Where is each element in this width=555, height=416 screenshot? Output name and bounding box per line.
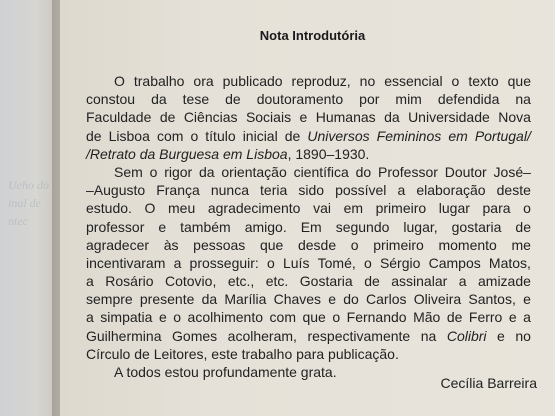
line-text: /Retrato da Burguesa em Lisboa, 1890–1930.	[86, 145, 370, 162]
word: França	[156, 182, 200, 199]
word: gostaria	[451, 218, 502, 235]
word: possível	[335, 182, 387, 199]
word: me	[511, 236, 531, 253]
word: científica	[293, 163, 349, 180]
text-line	[86, 199, 531, 217]
word: Portugal/	[474, 127, 531, 144]
word: Chaves	[273, 291, 322, 308]
word: que	[302, 309, 326, 326]
line-text: Círculo de Leitores, este trabalho para publicação.	[86, 345, 399, 362]
word: Fernando	[346, 309, 407, 326]
word: Rosário	[105, 273, 154, 290]
word: com	[269, 309, 296, 326]
word: no	[359, 73, 376, 89]
word: título	[205, 127, 236, 144]
word: de	[159, 109, 176, 126]
word: doutoramento	[256, 91, 344, 108]
word: pessoas	[193, 236, 246, 253]
word: agradecer	[86, 236, 150, 253]
word: segundo	[335, 218, 390, 235]
word: Luís	[282, 254, 310, 271]
word: a	[173, 254, 182, 271]
word: constou	[86, 91, 136, 108]
word: de	[364, 273, 380, 290]
word: primeiro	[373, 236, 424, 253]
word: –Augusto	[86, 182, 146, 199]
text-line	[86, 272, 531, 290]
word: elaboração	[416, 182, 486, 199]
word: Cotovio,	[164, 273, 217, 290]
word: Lisboa	[108, 127, 150, 144]
text-line	[86, 290, 531, 308]
word: teria	[260, 182, 288, 199]
word: da	[201, 291, 218, 308]
text-line	[86, 90, 531, 108]
word: na	[515, 91, 531, 108]
word: o	[350, 236, 359, 253]
word: do	[355, 163, 372, 180]
word: Tomé,	[317, 254, 356, 271]
text-line	[86, 145, 531, 163]
word: o	[149, 163, 158, 180]
word: José–	[493, 163, 531, 180]
word: Sem	[114, 163, 143, 180]
word: para	[482, 200, 511, 217]
word: a	[86, 273, 94, 290]
word: Faculdade	[86, 109, 152, 126]
word: estudo.	[86, 200, 132, 217]
word: o	[332, 309, 341, 326]
word: sempre	[86, 291, 133, 308]
word: com	[156, 127, 184, 144]
word: acolheram,	[227, 327, 297, 344]
word: Mão	[413, 309, 441, 326]
word: texto	[468, 73, 499, 89]
word: de	[86, 127, 102, 144]
word: trabalho	[133, 73, 185, 89]
word: e	[299, 109, 308, 126]
word: que	[507, 73, 531, 89]
word: Em	[300, 218, 322, 235]
word: publicado	[222, 73, 283, 89]
word: da	[384, 109, 400, 126]
word: Nova	[498, 109, 531, 126]
word: que	[259, 236, 284, 253]
word: por	[359, 91, 380, 108]
word: ora	[193, 73, 214, 89]
signature: Cecília Barreira	[440, 375, 537, 391]
word: professor	[86, 218, 145, 235]
word: a	[523, 309, 531, 326]
word: nunca	[210, 182, 249, 199]
word: Matos,	[488, 254, 531, 271]
word: meu	[168, 200, 196, 217]
word: de	[284, 127, 301, 144]
word: sido	[298, 182, 325, 199]
word: deste	[496, 182, 531, 199]
word: Gostaria	[299, 273, 353, 290]
text-line	[86, 108, 531, 126]
word: a	[397, 182, 406, 199]
word: lugar,	[403, 218, 438, 235]
word: Guilhermina	[86, 327, 162, 344]
word: no	[515, 327, 531, 344]
word: agradecimento	[207, 200, 301, 217]
word: rigor	[164, 163, 193, 180]
word: assinalar	[391, 273, 448, 290]
word: às	[163, 236, 179, 253]
word: reproduz,	[291, 73, 351, 89]
word: Oliveira	[413, 291, 462, 308]
word: Marília	[224, 291, 267, 308]
word: respectivamente	[307, 327, 411, 344]
line-text: A todos estou profundamente grata.	[114, 364, 337, 380]
word: também	[180, 218, 231, 235]
text-line	[86, 236, 531, 254]
word: defendida	[437, 91, 500, 108]
text-line	[86, 181, 531, 199]
word: e	[508, 309, 517, 326]
word: amizade	[478, 273, 531, 290]
word: inicial	[242, 127, 278, 144]
word: simpatia	[100, 309, 153, 326]
word: a	[458, 273, 467, 290]
word: Santos,	[468, 291, 516, 308]
word: e	[158, 309, 167, 326]
word: momento	[438, 236, 497, 253]
body-text	[86, 72, 531, 381]
text-line	[86, 345, 531, 363]
word: de	[225, 91, 241, 108]
word: Professor	[377, 163, 438, 180]
text-line	[86, 163, 531, 181]
word: Universidade	[408, 109, 490, 126]
word: Gomes	[172, 327, 218, 344]
word: prosseguir:	[189, 254, 259, 271]
bleed-text: ntec	[8, 214, 28, 228]
word: na	[420, 327, 437, 344]
word: Universos	[307, 127, 370, 144]
word: de	[446, 309, 463, 326]
word: Sérgio	[379, 254, 421, 271]
word: primeiro	[375, 200, 427, 217]
word: presente	[139, 291, 195, 308]
word: amigo.	[244, 218, 287, 235]
word: vai	[313, 200, 331, 217]
word: e	[523, 291, 531, 308]
word: do	[343, 291, 359, 308]
text-line	[86, 218, 531, 236]
word: em	[448, 127, 468, 144]
word: O	[144, 200, 156, 217]
text-line	[86, 327, 531, 345]
text-line	[86, 127, 531, 145]
word: Sociais	[245, 109, 292, 126]
word: Ferro	[468, 309, 503, 326]
word: lugar	[438, 200, 470, 217]
word: em	[343, 200, 364, 217]
word: o	[267, 254, 275, 271]
word: o	[173, 309, 182, 326]
word: Femininos	[376, 127, 442, 144]
word: essencial	[384, 73, 443, 89]
text-line	[86, 254, 531, 272]
word: da	[199, 163, 215, 180]
page-title: Nota Introdutória	[259, 28, 366, 43]
word: Carlos	[366, 291, 407, 308]
word: o	[451, 73, 460, 89]
word: de	[515, 218, 531, 235]
word: etc.,	[227, 273, 255, 290]
word: orientação	[221, 163, 287, 180]
word: Ciências	[183, 109, 238, 126]
text-line	[86, 308, 531, 326]
word: O	[114, 73, 125, 89]
text-line	[86, 72, 531, 90]
word: incentivaram	[86, 254, 166, 271]
bleed-text: inal de	[8, 196, 41, 210]
word: o	[363, 254, 372, 271]
word: Campos	[428, 254, 481, 271]
word: Humanas	[315, 109, 376, 126]
word: etc.	[265, 273, 289, 290]
word: mim	[395, 91, 422, 108]
word: e	[497, 327, 505, 344]
word: acolhimento	[187, 309, 264, 326]
word: Doutor	[444, 163, 487, 180]
left-page-edge	[0, 0, 60, 416]
word: desde	[297, 236, 337, 253]
word: da	[151, 91, 167, 108]
word: a	[86, 309, 94, 326]
word: o	[190, 127, 199, 144]
word: o	[523, 200, 531, 217]
bleed-text: Ueho do	[8, 178, 49, 192]
word: e	[328, 291, 337, 308]
word: Colibri	[446, 327, 487, 344]
word: tese	[182, 91, 210, 108]
word: e	[158, 218, 167, 235]
